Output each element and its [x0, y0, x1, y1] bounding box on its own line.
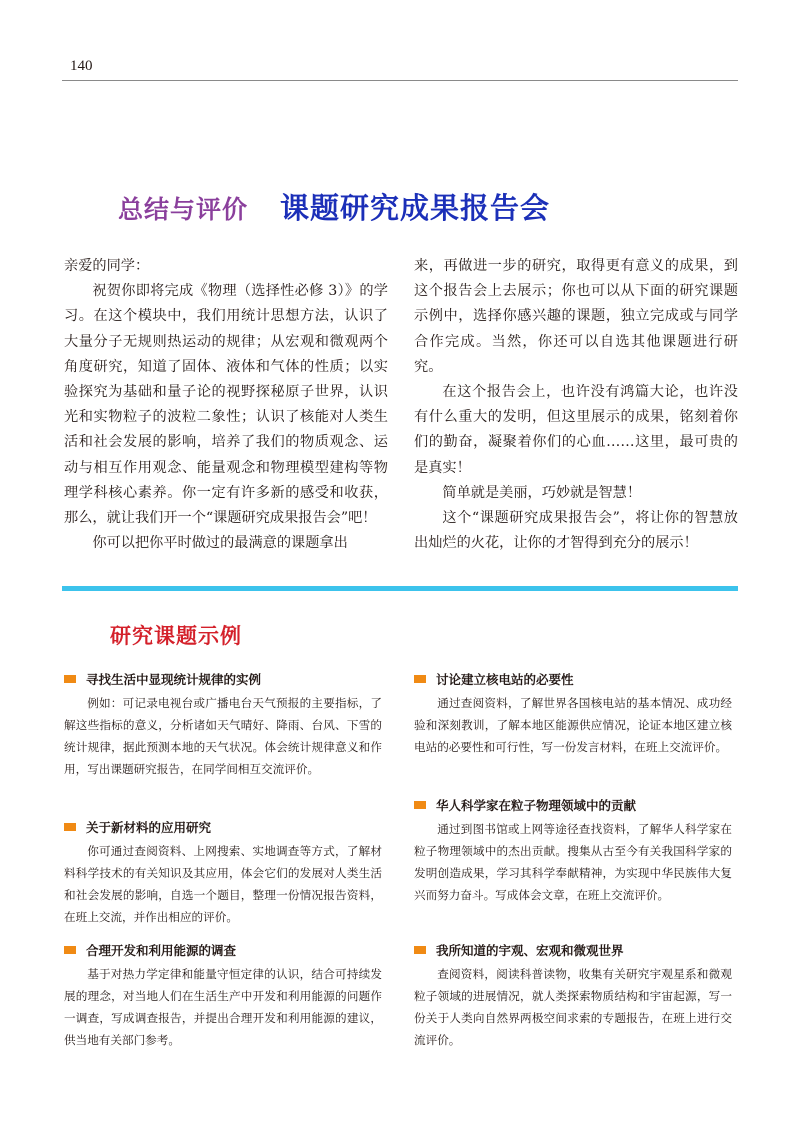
- topic-title: 关于新材料的应用研究: [86, 820, 212, 835]
- page-title: 课题研究成果报告会: [280, 191, 551, 225]
- square-bullet-icon: [64, 823, 76, 831]
- letter-paragraph: 你可以把你平时做过的最满意的课题拿出: [92, 535, 348, 552]
- section-heading: [118, 186, 550, 227]
- letter-paragraph: 这个“课题研究成果报告会”，将让你的智慧放出灿烂的火花，让你的才智得到充分的展示！: [414, 510, 738, 552]
- topic-title: 我所知道的宇观、宏观和微观世界: [436, 943, 624, 958]
- topic-item: [64, 941, 382, 1051]
- topic-item: [64, 818, 382, 928]
- letter-paragraph: 简单就是美丽，巧妙就是智慧！: [442, 484, 642, 501]
- topic-item: [414, 670, 732, 758]
- topic-item: [414, 796, 732, 906]
- square-bullet-icon: [414, 675, 426, 683]
- topic-body: 你可通过查阅资料、上网搜索、实地调查等方式，了解材料科学技术的有关知识及其应用，体会它们的发展对人类生活和社会发展的影响，自选一个题目，整理一份情况报告资料，在班上交流，并作出相应的评价。: [64, 844, 382, 924]
- square-bullet-icon: [64, 675, 76, 683]
- summary-label: 总结与评价: [118, 195, 249, 224]
- topic-title: 合理开发和利用能源的调查: [86, 943, 237, 958]
- page-number: 140: [70, 58, 93, 74]
- letter-paragraph: 在这个报告会上，也许没有鸿篇大论，也许没有什么重大的发明，但这里展示的成果，铭刻着你们的勤奋，凝聚着你们的心血……这里，最可贵的是真实！: [414, 384, 738, 476]
- topic-body: 基于对热力学定律和能量守恒定律的认识，结合可持续发展的理念，对当地人们在生活生产中开发和利用能源的问题作一调查，写成调查报告，并提出合理开发和利用能源的建议，供当地有关部门参考。: [64, 967, 382, 1047]
- topic-title: 讨论建立核电站的必要性: [436, 672, 574, 687]
- square-bullet-icon: [414, 946, 426, 954]
- letter-paragraph: 祝贺你即将完成《物理（选择性必修 3）》的学习。在这个模块中，我们用统计思想方法，认识了大量分子无规则热运动的规律；从宏观和微观两个角度研究，知道了固体、液体和气体的性质；以实验探究为基础和量子论的视野探秘原子世界，认识光和实物粒子的波粒二象性；认识了核能对人类生活和社会发展的影响，培养了我们的物质观念、运动与相互作用观念、能量观念和物理模型建构等物理学科核心素养。你一定有许多新的感受和收获，那么，就让我们开一个“课题研究成果报告会”吧！: [64, 283, 388, 527]
- letter-column-left: [64, 254, 388, 556]
- topic-item: [414, 941, 732, 1051]
- topic-item: [64, 670, 382, 780]
- topic-body: 查阅资料，阅读科普读物，收集有关研究宇观星系和微观粒子领域的进展情况，就人类探索物质结构和宇宙起源，写一份关于人类向自然界两极空间求索的专题报告，在班上进行交流评价。: [414, 967, 732, 1047]
- topic-title: 华人科学家在粒子物理领域中的贡献: [436, 798, 637, 813]
- header-rule: [62, 80, 738, 81]
- letter-salutation: 亲爱的同学：: [64, 258, 150, 274]
- topics-heading: 研究课题示例: [110, 624, 242, 648]
- topic-body: 例如：可记录电视台或广播电台天气预报的主要指标，了解这些指标的意义，分析诸如天气晴好、降雨、台风、下雪的统计规律，据此预测本地的天气状况。体会统计规律意义和作用，写出课题研究报告，在同学间相互交流评价。: [64, 696, 382, 776]
- topic-body: 通过到图书馆或上网等途径查找资料，了解华人科学家在粒子物理领域中的杰出贡献。搜集从古至今有关我国科学家的发明创造成果，学习其科学奉献精神，为实现中华民族伟大复兴而努力奋斗。写成体会文章，在班上交流评价。: [414, 822, 732, 902]
- letter-paragraph-continued: 来，再做进一步的研究，取得更有意义的成果，到这个报告会上去展示；你也可以从下面的研究课题示例中，选择你感兴趣的课题，独立完成或与同学合作完成。当然，你还可以自选其他课题进行研究。: [414, 258, 738, 375]
- topic-body: 通过查阅资料，了解世界各国核电站的基本情况、成功经验和深刻教训，了解本地区能源供应情况，论证本地区建立核电站的必要性和可行性，写一份发言材料，在班上交流评价。: [414, 696, 732, 754]
- section-divider: [62, 586, 738, 591]
- square-bullet-icon: [64, 946, 76, 954]
- letter-column-right: [414, 254, 738, 556]
- square-bullet-icon: [414, 801, 426, 809]
- topic-title: 寻找生活中显现统计规律的实例: [86, 672, 262, 687]
